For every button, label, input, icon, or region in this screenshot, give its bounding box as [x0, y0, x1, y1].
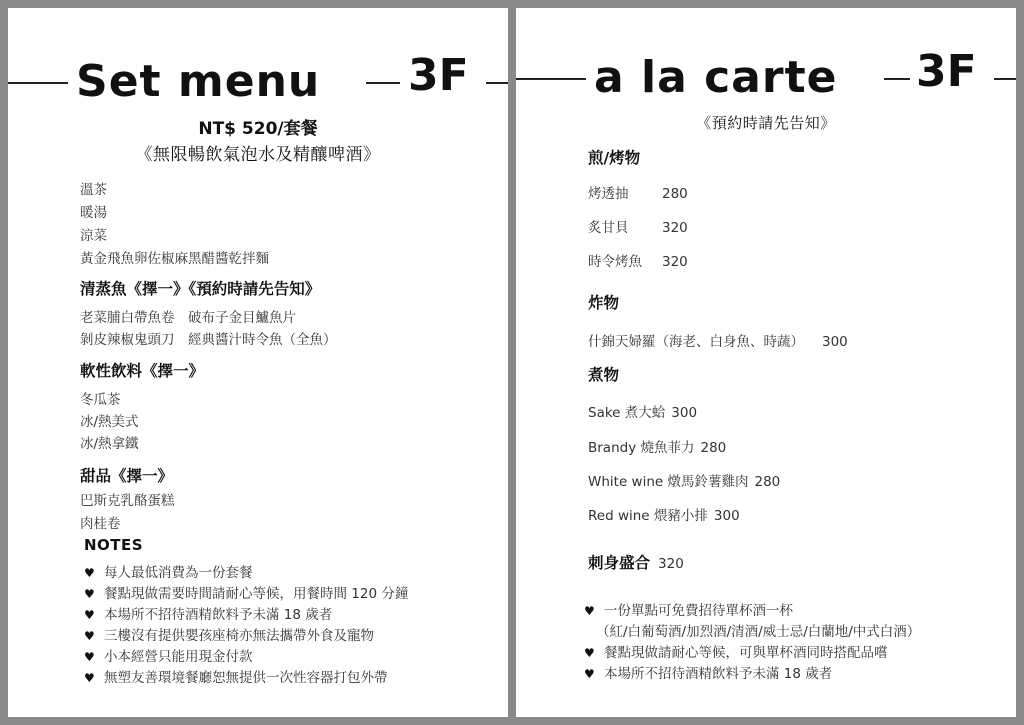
notes-heading: NOTES [84, 536, 144, 554]
set-menu-page [8, 8, 508, 717]
heart-icon: ♥ [84, 566, 95, 580]
steamed-fish-line-1: 老菜脯白帶魚卷 破布子金目鱸魚片 [80, 310, 296, 326]
header-rule-mid [884, 78, 910, 80]
note-item: ♥ 三樓沒有提供嬰孩座椅亦無法攜帶外食及寵物 [84, 628, 374, 644]
a-la-carte-subtitle: 《預約時請先告知》 [696, 114, 836, 132]
steamed-fish-heading: 清蒸魚《擇一》《預約時請先告知》 [80, 280, 321, 298]
heart-icon: ♥ [84, 671, 95, 685]
menu-item: Red wine 煨豬小排 300 [588, 508, 740, 524]
heart-icon: ♥ [84, 629, 95, 643]
dessert-heading: 甜品《擇一》 [80, 467, 174, 485]
sashimi-item: 刺身盛合 320 [588, 554, 684, 572]
a-la-carte-page [516, 8, 1016, 717]
drink-item: 冰/熱美式 [80, 414, 139, 430]
set-menu-header [8, 52, 508, 112]
heart-icon: ♥ [584, 646, 595, 660]
header-rule-right [486, 82, 508, 84]
heart-icon: ♥ [584, 667, 595, 681]
a-la-carte-title: a la carte [594, 52, 838, 103]
set-menu-subtitle: 《無限暢飲氣泡水及精釀啤酒》 [135, 145, 381, 165]
dessert-item: 巴斯克乳酪蛋糕 [80, 493, 175, 509]
drink-item: 冰/熱拿鐵 [80, 436, 139, 452]
menu-item: Brandy 燒魚菲力 280 [588, 440, 727, 456]
carte-note: ♥ 本場所不招待酒精飲料予未滿 18 歲者 [584, 666, 833, 682]
heart-icon: ♥ [84, 587, 95, 601]
heart-icon: ♥ [584, 604, 595, 618]
note-item: ♥ 餐點現做需要時間請耐心等候，用餐時間 120 分鐘 [84, 586, 409, 602]
basic-item-tea: 溫茶 [80, 182, 107, 198]
grilled-heading: 煎/烤物 [588, 149, 641, 167]
menu-item: 時令烤魚 320 [588, 254, 688, 270]
menu-item: Sake 煮大蛤 300 [588, 405, 698, 421]
drinks-heading: 軟性飲料《擇一》 [80, 362, 205, 380]
carte-note: ♥ 一份單點可免費招待單杯酒一杯 [584, 603, 793, 619]
menu-item: 什錦天婦羅（海老、白身魚、時蔬） 300 [588, 334, 848, 350]
a-la-carte-header [516, 48, 1016, 108]
fried-heading: 炸物 [588, 294, 620, 312]
basic-item-cold-dish: 涼菜 [80, 228, 107, 244]
menu-item: 烤透抽 280 [588, 186, 688, 202]
carte-note: ♥ 餐點現做請耐心等候，可與單杯酒同時搭配品嚐 [584, 645, 888, 661]
a-la-carte-floor: 3F [916, 46, 977, 97]
set-menu-title: Set menu [76, 56, 321, 107]
stewed-heading: 煮物 [588, 366, 620, 384]
steamed-fish-line-2: 剝皮辣椒鬼頭刀 經典醬汁時令魚（全魚） [80, 332, 337, 348]
note-item: ♥ 小本經營只能用現金付款 [84, 649, 253, 665]
header-rule-right [994, 78, 1016, 80]
heart-icon: ♥ [84, 650, 95, 664]
header-rule-mid [366, 82, 400, 84]
menu-item: White wine 燉馬鈴薯雞肉 280 [588, 474, 781, 490]
note-item: ♥ 無塑友善環境餐廳恕無提供一次性容器打包外帶 [84, 670, 388, 686]
note-item: ♥ 本場所不招待酒精飲料予未滿 18 歲者 [84, 607, 333, 623]
menu-item: 炙甘貝 320 [588, 220, 688, 236]
header-rule-left [516, 78, 586, 80]
heart-icon: ♥ [84, 608, 95, 622]
drink-item: 冬瓜茶 [80, 392, 121, 408]
basic-item-noodles: 黃金飛魚卵佐椒麻黑醋醬乾拌麵 [80, 251, 269, 267]
carte-note-continuation: （紅/白葡萄酒/加烈酒/清酒/威士忌/白蘭地/中式白酒） [596, 624, 921, 640]
set-menu-price: NT$ 520/套餐 [198, 119, 318, 139]
note-item: ♥ 每人最低消費為一份套餐 [84, 565, 253, 581]
dessert-item: 肉桂卷 [80, 516, 121, 532]
header-rule-left [8, 82, 68, 84]
basic-item-soup: 暖湯 [80, 205, 107, 221]
set-menu-floor: 3F [408, 50, 469, 101]
